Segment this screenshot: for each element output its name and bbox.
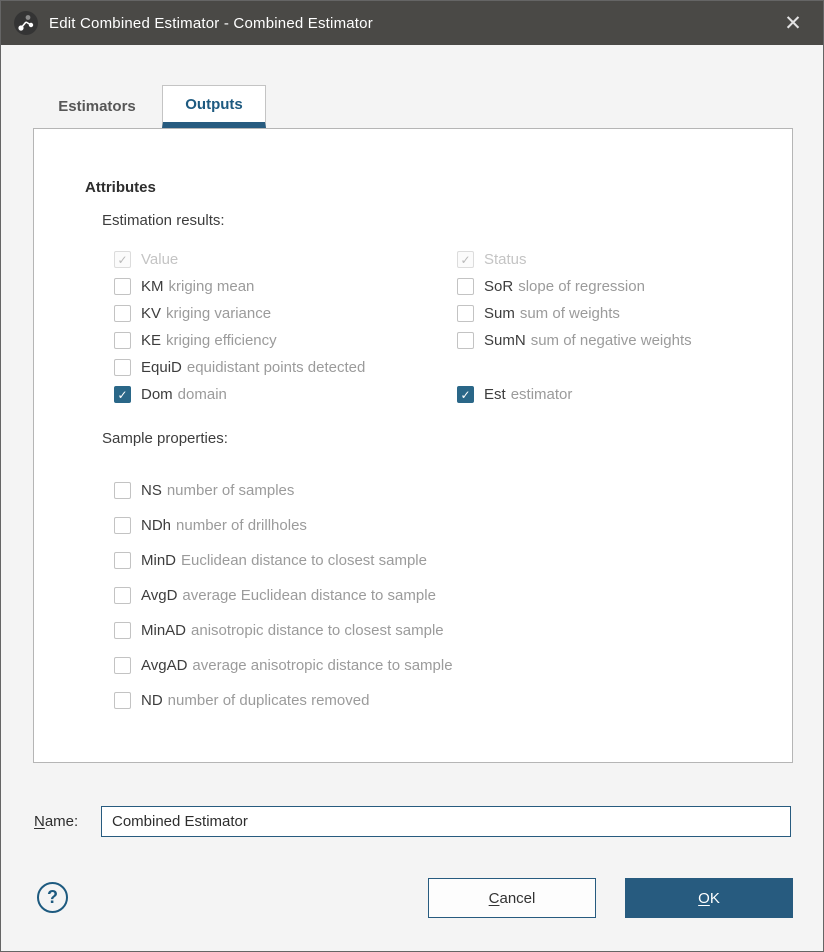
checkbox-sum[interactable] <box>457 305 474 322</box>
checkbox-ke[interactable] <box>114 332 131 349</box>
tab-outputs[interactable]: Outputs <box>162 85 266 128</box>
checkbox-label: number of samples <box>166 482 295 499</box>
checkbox-row-ns[interactable] <box>114 473 453 508</box>
sample-properties-column <box>114 473 453 718</box>
checkbox-acronym: SumN <box>484 332 526 349</box>
checkbox-row-sor[interactable] <box>457 273 692 300</box>
checkbox-acronym: Sum <box>484 305 515 322</box>
checkbox-label: kriging efficiency <box>166 332 277 349</box>
checkbox-nd[interactable] <box>114 692 131 709</box>
checkbox-acronym: SoR <box>484 278 514 295</box>
checkbox-label: average anisotropic distance to sample <box>192 657 453 674</box>
checkbox-acronym: NS <box>141 482 162 499</box>
checkbox-label: number of drillholes <box>176 517 307 534</box>
checkbox-acronym: AvgAD <box>141 657 188 674</box>
estimation-results-label: Estimation results: <box>102 212 225 229</box>
checkbox-kv[interactable] <box>114 305 131 322</box>
checkbox-row-equid[interactable] <box>114 354 365 381</box>
name-label-mnemonic: N <box>34 813 45 830</box>
checkbox-acronym: NDh <box>141 517 172 534</box>
estimation-results-left-column <box>114 246 365 408</box>
checkbox-avgad[interactable] <box>114 657 131 674</box>
checkbox-label: estimator <box>510 386 573 403</box>
checkbox-est[interactable] <box>457 386 474 403</box>
checkbox-label: anisotropic distance to closest sample <box>191 622 444 639</box>
checkbox-row-minad[interactable] <box>114 613 453 648</box>
estimator-app-icon <box>13 10 39 36</box>
checkbox-label: Status <box>484 251 527 268</box>
help-button[interactable] <box>37 882 68 913</box>
title-bar <box>1 1 823 45</box>
checkbox-label: equidistant points detected <box>186 359 366 376</box>
checkbox-label: slope of regression <box>518 278 645 295</box>
cancel-button[interactable] <box>428 878 596 918</box>
tab-estimators[interactable]: Estimators <box>58 98 136 115</box>
checkbox-acronym: Dom <box>141 386 173 403</box>
checkbox-row-avgad[interactable] <box>114 648 453 683</box>
checkbox-label: kriging mean <box>168 278 255 295</box>
checkbox-sumn[interactable] <box>457 332 474 349</box>
checkbox-row-nd[interactable] <box>114 683 453 718</box>
checkbox-row-sumn[interactable] <box>457 327 692 354</box>
ok-label-rest: K <box>709 889 720 907</box>
checkbox-row-avgd[interactable] <box>114 578 453 613</box>
close-icon[interactable]: ✕ <box>784 11 802 35</box>
window-title: Edit Combined Estimator - Combined Estimator <box>49 14 373 32</box>
checkbox-row-sum[interactable] <box>457 300 692 327</box>
checkbox-acronym: KM <box>141 278 164 295</box>
checkbox-row-dom[interactable] <box>114 381 365 408</box>
checkbox-acronym: ND <box>141 692 163 709</box>
checkbox-acronym: EquiD <box>141 359 182 376</box>
checkbox-acronym: MinD <box>141 552 177 569</box>
checkbox-sor[interactable] <box>457 278 474 295</box>
checkbox-km[interactable] <box>114 278 131 295</box>
checkbox-acronym: KV <box>141 305 162 322</box>
checkbox-row-ke[interactable] <box>114 327 365 354</box>
checkbox-acronym: MinAD <box>141 622 187 639</box>
checkbox-label: sum of weights <box>519 305 620 322</box>
checkbox-label: domain <box>177 386 227 403</box>
checkbox-status <box>457 251 474 268</box>
cancel-label-mnemonic: C <box>488 889 500 907</box>
checkbox-acronym: AvgD <box>141 587 178 604</box>
ok-button[interactable] <box>625 878 793 918</box>
checkbox-row-value <box>114 246 365 273</box>
checkbox-row-km[interactable] <box>114 273 365 300</box>
checkbox-value <box>114 251 131 268</box>
estimation-results-right-column <box>457 246 692 408</box>
checkbox-label: Value <box>141 251 179 268</box>
name-label-rest: ame: <box>44 813 79 830</box>
checkbox-ns[interactable] <box>114 482 131 499</box>
checkbox-label: Euclidean distance to closest sample <box>181 552 427 569</box>
column-spacer <box>457 354 692 381</box>
checkbox-avgd[interactable] <box>114 587 131 604</box>
checkbox-row-status <box>457 246 692 273</box>
checkbox-label: average Euclidean distance to sample <box>182 587 436 604</box>
checkbox-equid[interactable] <box>114 359 131 376</box>
attributes-heading: Attributes <box>85 179 156 196</box>
checkbox-label: kriging variance <box>166 305 272 322</box>
name-input[interactable] <box>101 806 791 837</box>
checkbox-dom[interactable] <box>114 386 131 403</box>
sample-properties-label: Sample properties: <box>102 430 228 447</box>
checkbox-minad[interactable] <box>114 622 131 639</box>
checkbox-ndh[interactable] <box>114 517 131 534</box>
checkbox-acronym: Est <box>484 386 506 403</box>
checkbox-mind[interactable] <box>114 552 131 569</box>
checkbox-row-kv[interactable] <box>114 300 365 327</box>
cancel-label-rest: ancel <box>499 889 536 907</box>
checkbox-row-est[interactable] <box>457 381 692 408</box>
question-mark-icon: ? <box>47 887 58 907</box>
checkbox-row-mind[interactable] <box>114 543 453 578</box>
checkbox-label: number of duplicates removed <box>167 692 370 709</box>
ok-label-mnemonic: O <box>698 889 710 907</box>
checkbox-row-ndh[interactable] <box>114 508 453 543</box>
checkbox-acronym: KE <box>141 332 162 349</box>
name-label <box>34 813 78 830</box>
outputs-tab-panel <box>33 128 793 763</box>
checkbox-label: sum of negative weights <box>530 332 692 349</box>
